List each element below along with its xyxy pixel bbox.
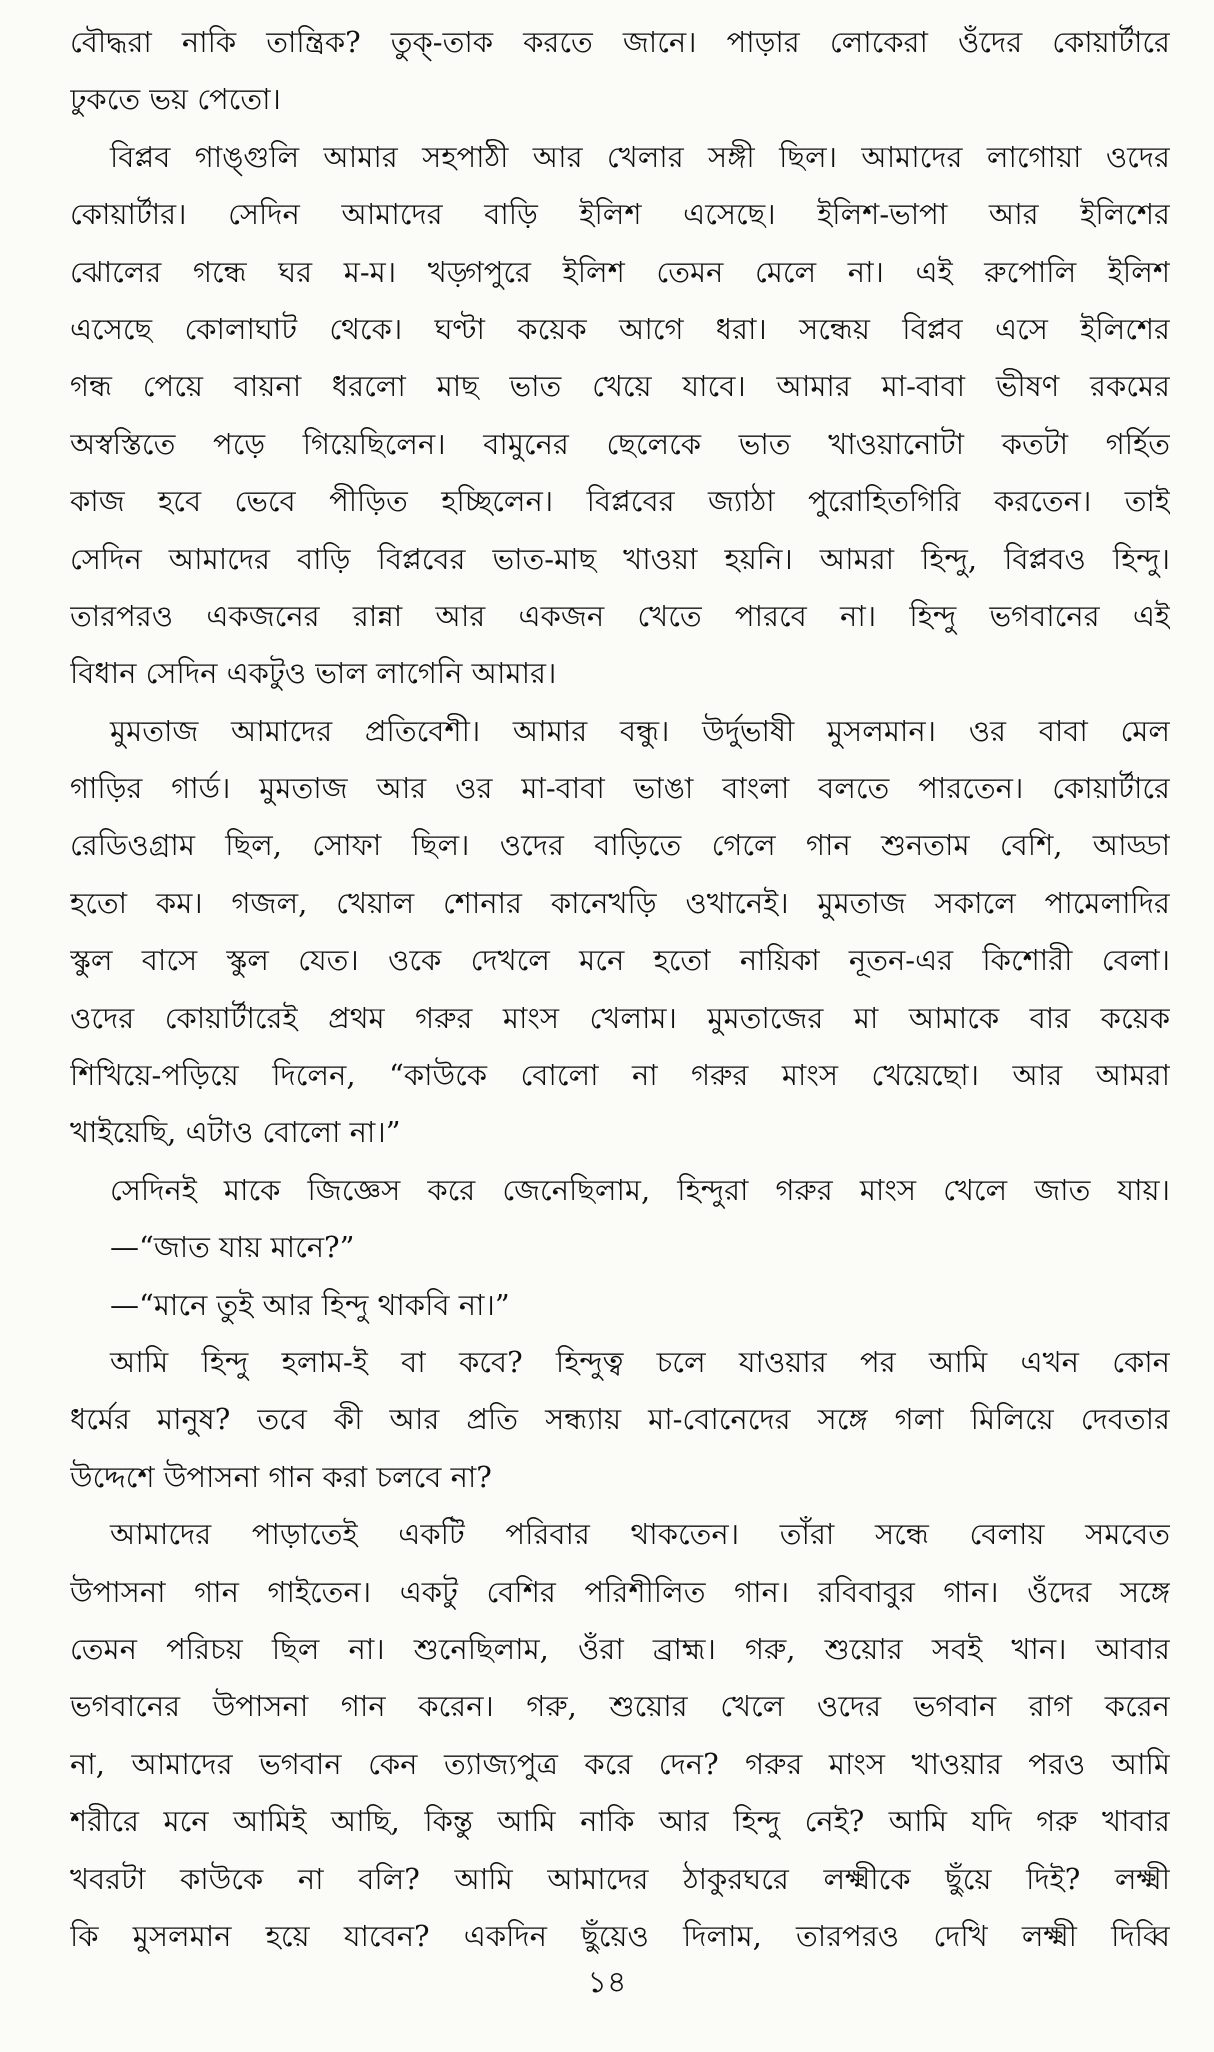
text-line: —“জাত যায় মানে?” [110,1230,355,1265]
text-line: বিধান সেদিন একটুও ভাল লাগেনি আমার। [70,656,557,691]
text-line: অস্বস্তিতে পড়ে গিয়েছিলেন। বামুনের ছেলেকে ভাত খাওয়ানোটা কতটা গর্হিত [70,426,1170,461]
text-line: আমাদের পাড়াতেই একটি পরিবার থাকতেন। তাঁরা সন্ধে বেলায় সমবেত [110,1517,1170,1552]
text-line: স্কুল বাসে স্কুল যেত। ওকে দেখলে মনে হতো নায়িকা নূতন-এর কিশোরী বেলা। [70,943,1170,978]
text-line: ওদের কোয়ার্টারেই প্রথম গরুর মাংস খেলাম। মুমতাজের মা আমাকে বার কয়েক [70,1000,1170,1035]
text-line: কোয়ার্টার। সেদিন আমাদের বাড়ি ইলিশ এসেছে। ইলিশ-ভাপা আর ইলিশের [70,197,1170,232]
text-line: তারপরও একজনের রান্না আর একজন খেতে পারবে না। হিন্দু ভগবানের এই [70,598,1170,633]
text-line: উপাসনা গান গাইতেন। একটু বেশির পরিশীলিত গান। রবিবাবুর গান। ওঁদের সঙ্গে [70,1574,1170,1609]
text-line: গাড়ির গার্ড। মুমতাজ আর ওর মা-বাবা ভাঙা বাংলা বলতে পারতেন। কোয়ার্টারে [70,771,1170,806]
text-line: হতো কম। গজল, খেয়াল শোনার কানেখড়ি ওখানেই। মুমতাজ সকালে পামেলাদির [70,885,1170,920]
text-line: এসেছে কোলাঘাট থেকে। ঘণ্টা কয়েক আগে ধরা। সন্ধেয় বিপ্লব এসে ইলিশের [70,311,1170,346]
text-line: বিপ্লব গাঙ্গুলি আমার সহপাঠী আর খেলার সঙ্গী ছিল। আমাদের লাগোয়া ওদের [110,139,1170,174]
text-line: ঝোলের গন্ধে ঘর ম-ম। খড়্গপুরে ইলিশ তেমন মেলে না। এই রুপোলি ইলিশ [70,254,1170,289]
text-line: আমি হিন্দু হলাম-ই বা কবে? হিন্দুত্ব চলে যাওয়ার পর আমি এখন কোন [110,1344,1170,1379]
text-line: মুমতাজ আমাদের প্রতিবেশী। আমার বন্ধু। উর্দুভাষী মুসলমান। ওর বাবা মেল [110,713,1170,748]
text-line: সেদিনই মাকে জিজ্ঞেস করে জেনেছিলাম, হিন্দুরা গরুর মাংস খেলে জাত যায়। [110,1172,1170,1207]
text-line: গন্ধ পেয়ে বায়না ধরলো মাছ ভাত খেয়ে যাবে। আমার মা-বাবা ভীষণ রকমের [70,369,1170,404]
body-text [70,14,1170,1965]
text-line: —“মানে তুই আর হিন্দু থাকবি না।” [110,1287,510,1322]
text-line: তেমন পরিচয় ছিল না। শুনেছিলাম, ওঁরা ব্রাহ্ম। গরু, শুয়োর সবই খান। আবার [70,1631,1170,1666]
text-line: বৌদ্ধরা নাকি তান্ত্রিক? তুক্‌-তাক করতে জানে। পাড়ার লোকেরা ওঁদের কোয়ার্টারে [70,25,1170,59]
text-line: রেডিওগ্রাম ছিল, সোফা ছিল। ওদের বাড়িতে গেলে গান শুনতাম বেশি, আড্ডা [70,828,1170,863]
text-line: না, আমাদের ভগবান কেন ত্যাজ্যপুত্র করে দেন? গরুর মাংস খাওয়ার পরও আমি [70,1746,1170,1781]
text-line: উদ্দেশে উপাসনা গান করা চলবে না? [70,1459,492,1494]
text-line: কাজ হবে ভেবে পীড়িত হচ্ছিলেন। বিপ্লবের জ্যাঠা পুরোহিতগিরি করতেন। তাই [70,484,1170,519]
text-line: ভগবানের উপাসনা গান করেন। গরু, শুয়োর খেলে ওদের ভগবান রাগ করেন [70,1689,1170,1724]
text-line: খবরটা কাউকে না বলি? আমি আমাদের ঠাকুরঘরে লক্ষ্মীকে ছুঁয়ে দিই? লক্ষ্মী [70,1861,1170,1896]
text-line: ধর্মের মানুষ? তবে কী আর প্রতি সন্ধ্যায় মা-বোনেদের সঙ্গে গলা মিলিয়ে দেবতার [70,1402,1170,1437]
text-line: ঢুকতে ভয় পেতো। [70,82,281,117]
page-number: ১৪ [587,1965,627,2000]
text-line: সেদিন আমাদের বাড়ি বিপ্লবের ভাত-মাছ খাওয়া হয়নি। আমরা হিন্দু, বিপ্লবও হিন্দু। [70,541,1170,576]
text-line: শরীরে মনে আমিই আছি, কিন্তু আমি নাকি আর হিন্দু নেই? আমি যদি গরু খাবার [70,1804,1170,1839]
text-line: খাইয়েছি, এটাও বোলো না।” [70,1115,401,1150]
text-line: কি মুসলমান হয়ে যাবেন? একদিন ছুঁয়েও দিলাম, তারপরও দেখি লক্ষ্মী দিব্বি [70,1918,1170,1953]
text-line: শিখিয়ে-পড়িয়ে দিলেন, “কাউকে বোলো না গরুর মাংস খেয়েছো। আর আমরা [70,1058,1170,1093]
